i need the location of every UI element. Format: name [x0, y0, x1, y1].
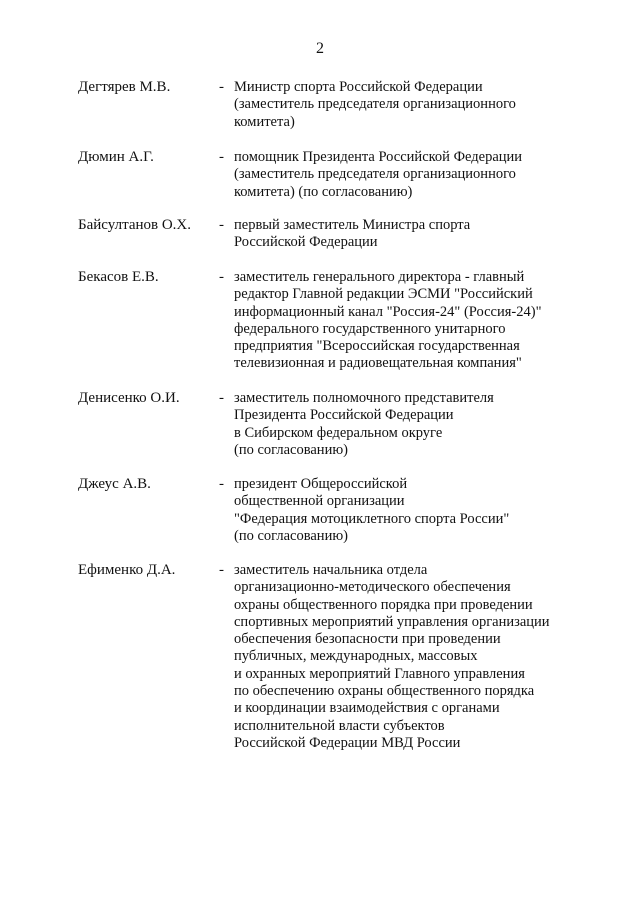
member-name: Джеус А.В. [78, 476, 151, 492]
member-name: Дюмин А.Г. [78, 149, 154, 165]
member-entry [0, 79, 640, 149]
member-dash: - [219, 149, 224, 165]
position-line: (заместитель председателя организационного [234, 166, 516, 183]
position-line: комитета) [234, 113, 295, 130]
member-entry [0, 269, 640, 390]
member-name: Ефименко Д.А. [78, 562, 176, 578]
position-line: по обеспечению охраны общественного порядка [234, 683, 535, 700]
position-line: комитета) (по согласованию) [234, 183, 413, 200]
member-dash: - [219, 562, 224, 578]
member-dash: - [219, 79, 224, 95]
position-line: первый заместитель Министра спорта [234, 217, 471, 233]
position-line: помощник Президента Российской Федерации [234, 149, 523, 165]
member-name: Денисенко О.И. [78, 390, 180, 406]
position-line: (заместитель председателя организационного [234, 96, 516, 113]
position-line: Российской Федерации МВД России [234, 734, 461, 751]
position-line: публичных, международных, массовых [234, 648, 478, 665]
member-position [234, 269, 542, 373]
member-entry [0, 390, 640, 476]
position-line: и охранных мероприятий Главного управления [234, 665, 525, 682]
position-line: исполнительной власти субъектов [234, 717, 445, 734]
member-position [234, 149, 522, 201]
page-number: 2 [316, 40, 324, 57]
position-line: Российской Федерации [234, 234, 378, 251]
member-entry [0, 562, 640, 757]
member-entry [0, 149, 640, 217]
member-name: Байсултанов О.Х. [78, 217, 192, 233]
position-line: информационный канал "Россия-24" (Россия-24)" [234, 303, 542, 320]
position-line: Министр спорта Российской Федерации [234, 79, 483, 95]
member-name: Дегтярев М.В. [78, 79, 171, 95]
position-line: телевизионная и радиовещательная компания" [234, 355, 522, 372]
member-entry [0, 217, 640, 269]
position-line: федерального государственного унитарного [234, 320, 506, 337]
member-entry [0, 476, 640, 562]
member-position [234, 476, 509, 545]
position-line: заместитель генерального директора - главный [234, 269, 525, 285]
position-line: "Федерация мотоциклетного спорта России" [234, 510, 510, 527]
member-position [234, 79, 516, 131]
position-line: заместитель начальника отдела [234, 562, 428, 578]
position-line: охраны общественного порядка при проведении [234, 596, 533, 613]
member-position [234, 562, 550, 752]
position-line: и координации взаимодействия с органами [234, 700, 500, 717]
position-line: Президента Российской Федерации [234, 407, 454, 424]
position-line: президент Общероссийской [234, 476, 408, 492]
position-line: заместитель полномочного представителя [234, 390, 494, 406]
member-name: Бекасов Е.В. [78, 269, 159, 285]
position-line: (по согласованию) [234, 441, 348, 458]
member-position [234, 217, 470, 252]
member-dash: - [219, 476, 224, 492]
position-line: редактор Главной редакции ЭСМИ "Российский [234, 286, 533, 303]
member-dash: - [219, 217, 224, 233]
committee-member-list [0, 79, 640, 757]
member-dash: - [219, 269, 224, 285]
position-line: общественной организации [234, 493, 405, 510]
member-position [234, 390, 494, 459]
member-dash: - [219, 390, 224, 406]
position-line: спортивных мероприятий управления организации [234, 613, 550, 630]
position-line: в Сибирском федеральном округе [234, 424, 443, 441]
position-line: (по согласованию) [234, 527, 348, 544]
position-line: обеспечения безопасности при проведении [234, 631, 501, 648]
position-line: организационно-методического обеспечения [234, 579, 511, 596]
position-line: предприятия "Всероссийская государственная [234, 338, 520, 355]
